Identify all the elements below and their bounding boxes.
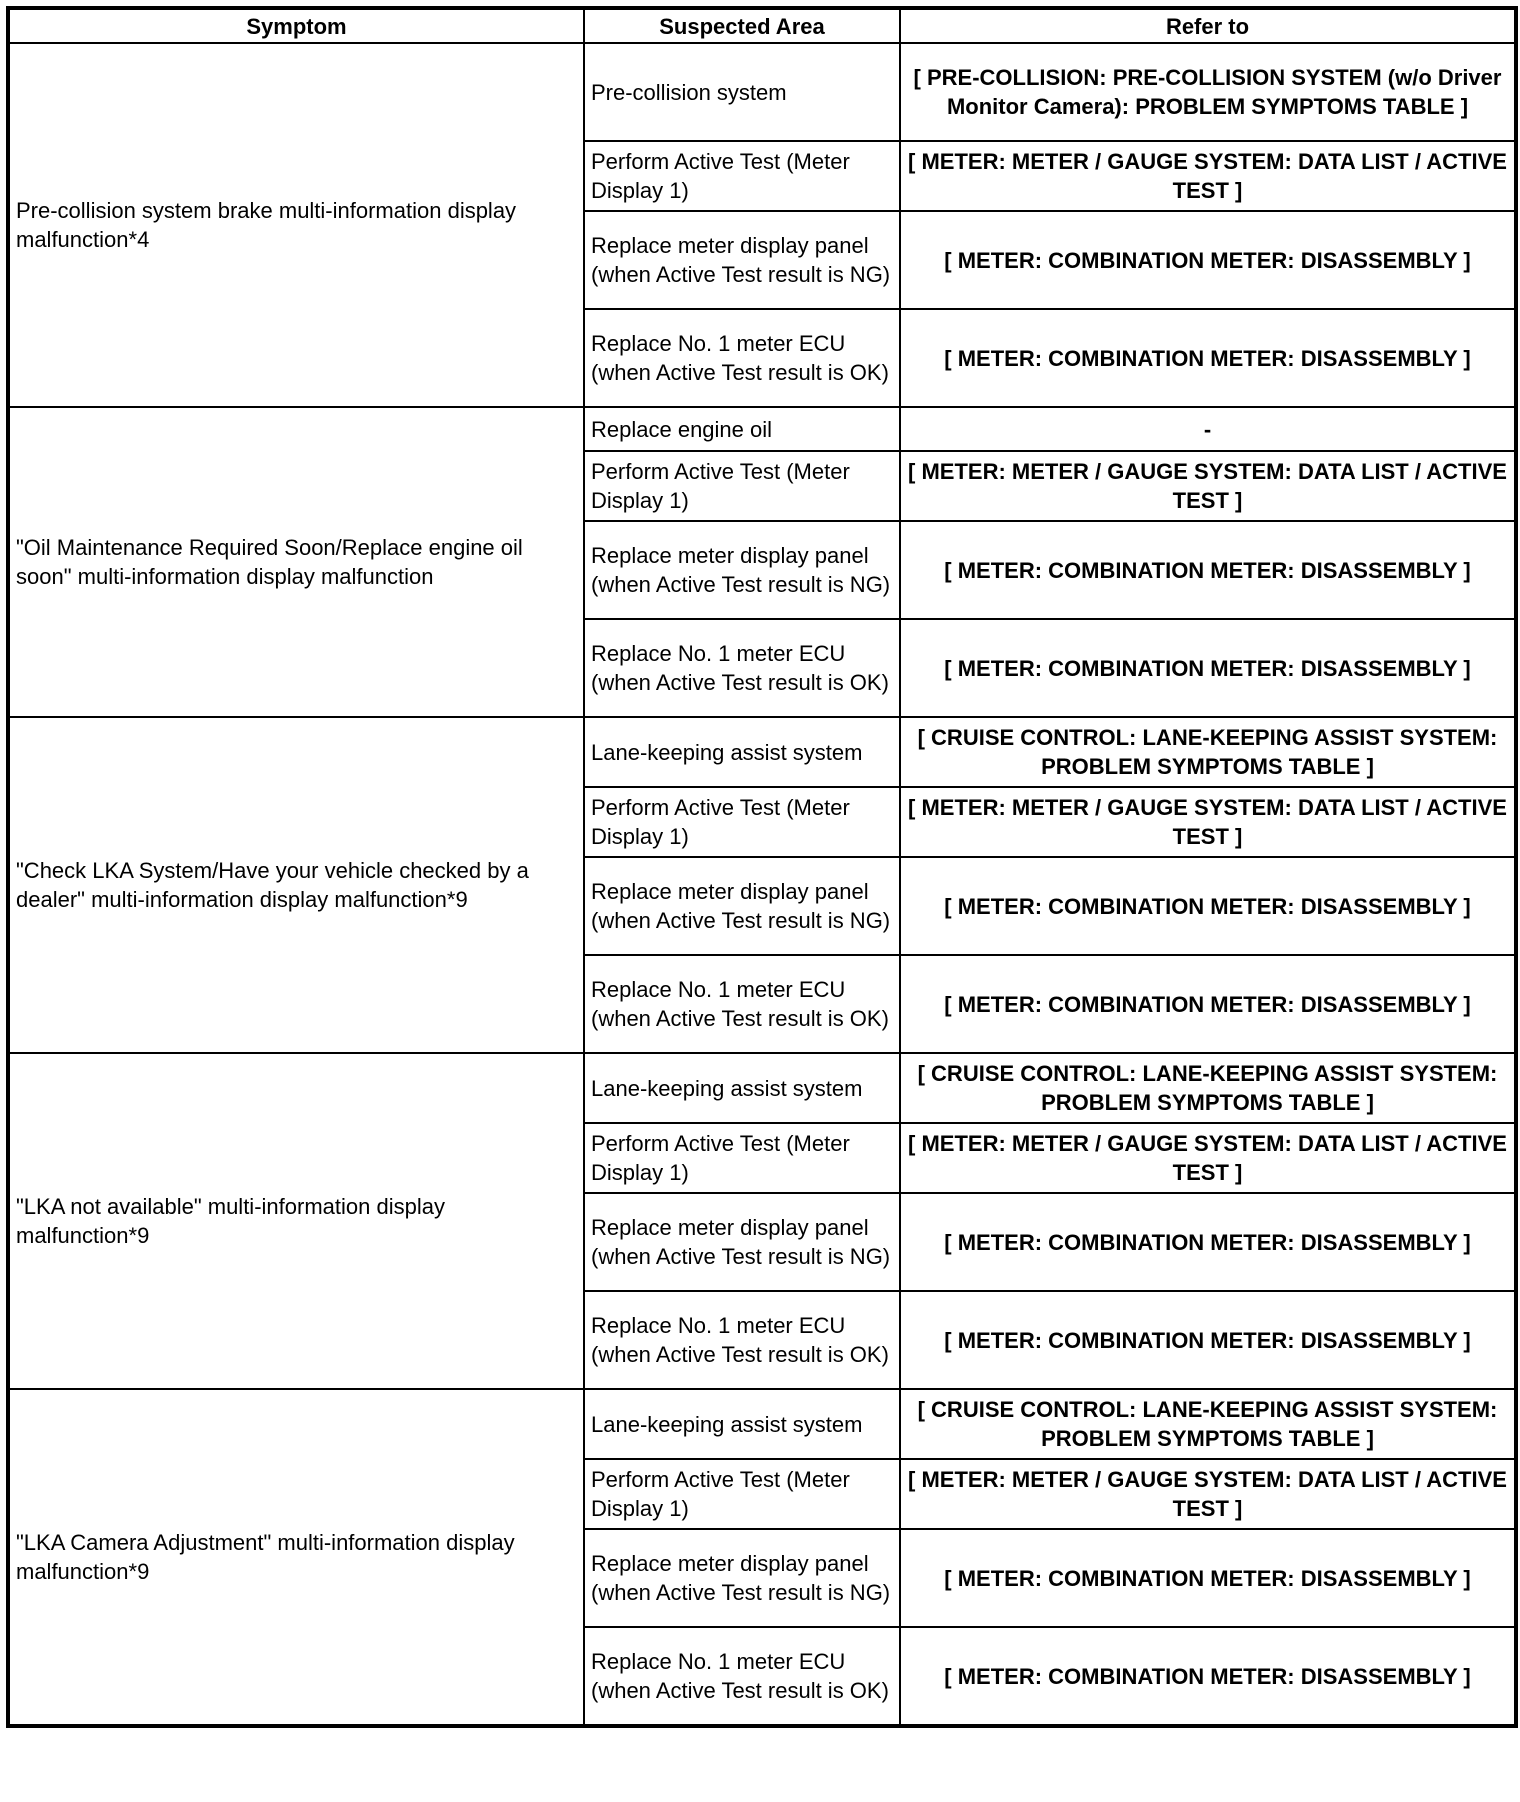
refer-to-cell: [ METER: METER / GAUGE SYSTEM: DATA LIST / ACTIVE TEST ] bbox=[900, 141, 1516, 211]
suspected-area-cell: Lane-keeping assist system bbox=[584, 1053, 900, 1123]
suspected-area-cell: Replace No. 1 meter ECU (when Active Test result is OK) bbox=[584, 955, 900, 1053]
refer-to-cell: [ METER: COMBINATION METER: DISASSEMBLY ] bbox=[900, 1193, 1516, 1291]
suspected-area-cell: Replace No. 1 meter ECU (when Active Test result is OK) bbox=[584, 619, 900, 717]
suspected-area-cell: Replace meter display panel (when Active Test result is NG) bbox=[584, 857, 900, 955]
refer-to-cell: [ CRUISE CONTROL: LANE-KEEPING ASSIST SYSTEM: PROBLEM SYMPTOMS TABLE ] bbox=[900, 1389, 1516, 1459]
suspected-area-cell: Replace meter display panel (when Active Test result is NG) bbox=[584, 1529, 900, 1627]
refer-to-cell: [ METER: COMBINATION METER: DISASSEMBLY ] bbox=[900, 309, 1516, 407]
refer-to-cell: [ METER: COMBINATION METER: DISASSEMBLY ] bbox=[900, 857, 1516, 955]
suspected-area-cell: Perform Active Test (Meter Display 1) bbox=[584, 451, 900, 521]
refer-to-cell: [ METER: COMBINATION METER: DISASSEMBLY ] bbox=[900, 619, 1516, 717]
refer-to-cell: [ PRE-COLLISION: PRE-COLLISION SYSTEM (w/o Driver Monitor Camera): PROBLEM SYMPTOMS TABLE ] bbox=[900, 43, 1516, 141]
refer-to-cell: [ METER: COMBINATION METER: DISASSEMBLY ] bbox=[900, 521, 1516, 619]
suspected-area-cell: Perform Active Test (Meter Display 1) bbox=[584, 1459, 900, 1529]
refer-to-cell: [ METER: COMBINATION METER: DISASSEMBLY ] bbox=[900, 955, 1516, 1053]
suspected-area-cell: Replace No. 1 meter ECU (when Active Test result is OK) bbox=[584, 1291, 900, 1389]
suspected-area-cell: Lane-keeping assist system bbox=[584, 717, 900, 787]
table-row bbox=[8, 407, 1516, 451]
refer-to-cell: [ METER: COMBINATION METER: DISASSEMBLY ] bbox=[900, 1627, 1516, 1726]
table-row bbox=[8, 43, 1516, 141]
suspected-area-cell: Replace engine oil bbox=[584, 407, 900, 451]
header-refer-to: Refer to bbox=[900, 8, 1516, 43]
suspected-area-cell: Perform Active Test (Meter Display 1) bbox=[584, 141, 900, 211]
symptom-cell: "LKA not available" multi-information display malfunction*9 bbox=[8, 1053, 584, 1389]
refer-to-cell: [ CRUISE CONTROL: LANE-KEEPING ASSIST SYSTEM: PROBLEM SYMPTOMS TABLE ] bbox=[900, 1053, 1516, 1123]
suspected-area-cell: Perform Active Test (Meter Display 1) bbox=[584, 787, 900, 857]
suspected-area-cell: Replace No. 1 meter ECU (when Active Test result is OK) bbox=[584, 309, 900, 407]
suspected-area-cell: Replace meter display panel (when Active Test result is NG) bbox=[584, 521, 900, 619]
suspected-area-cell: Replace No. 1 meter ECU (when Active Test result is OK) bbox=[584, 1627, 900, 1726]
refer-to-cell: [ METER: COMBINATION METER: DISASSEMBLY ] bbox=[900, 211, 1516, 309]
refer-to-cell: [ METER: METER / GAUGE SYSTEM: DATA LIST / ACTIVE TEST ] bbox=[900, 451, 1516, 521]
symptom-cell: "Oil Maintenance Required Soon/Replace engine oil soon" multi-information display malfunction bbox=[8, 407, 584, 717]
header-suspected-area: Suspected Area bbox=[584, 8, 900, 43]
refer-to-cell: [ METER: METER / GAUGE SYSTEM: DATA LIST / ACTIVE TEST ] bbox=[900, 1123, 1516, 1193]
refer-to-cell: [ CRUISE CONTROL: LANE-KEEPING ASSIST SYSTEM: PROBLEM SYMPTOMS TABLE ] bbox=[900, 717, 1516, 787]
suspected-area-cell: Replace meter display panel (when Active Test result is NG) bbox=[584, 211, 900, 309]
refer-to-cell: - bbox=[900, 407, 1516, 451]
suspected-area-cell: Pre-collision system bbox=[584, 43, 900, 141]
table-row bbox=[8, 717, 1516, 787]
symptom-cell: "Check LKA System/Have your vehicle checked by a dealer" multi-information display malfunction*9 bbox=[8, 717, 584, 1053]
refer-to-cell: [ METER: METER / GAUGE SYSTEM: DATA LIST / ACTIVE TEST ] bbox=[900, 787, 1516, 857]
symptom-cell: Pre-collision system brake multi-information display malfunction*4 bbox=[8, 43, 584, 407]
problem-symptoms-table bbox=[6, 6, 1518, 1728]
table-row bbox=[8, 1053, 1516, 1123]
refer-to-cell: [ METER: METER / GAUGE SYSTEM: DATA LIST / ACTIVE TEST ] bbox=[900, 1459, 1516, 1529]
table-row bbox=[8, 1389, 1516, 1459]
suspected-area-cell: Lane-keeping assist system bbox=[584, 1389, 900, 1459]
symptom-cell: "LKA Camera Adjustment" multi-information display malfunction*9 bbox=[8, 1389, 584, 1726]
header-symptom: Symptom bbox=[8, 8, 584, 43]
table-header-row bbox=[8, 8, 1516, 43]
suspected-area-cell: Replace meter display panel (when Active Test result is NG) bbox=[584, 1193, 900, 1291]
suspected-area-cell: Perform Active Test (Meter Display 1) bbox=[584, 1123, 900, 1193]
refer-to-cell: [ METER: COMBINATION METER: DISASSEMBLY ] bbox=[900, 1529, 1516, 1627]
refer-to-cell: [ METER: COMBINATION METER: DISASSEMBLY ] bbox=[900, 1291, 1516, 1389]
